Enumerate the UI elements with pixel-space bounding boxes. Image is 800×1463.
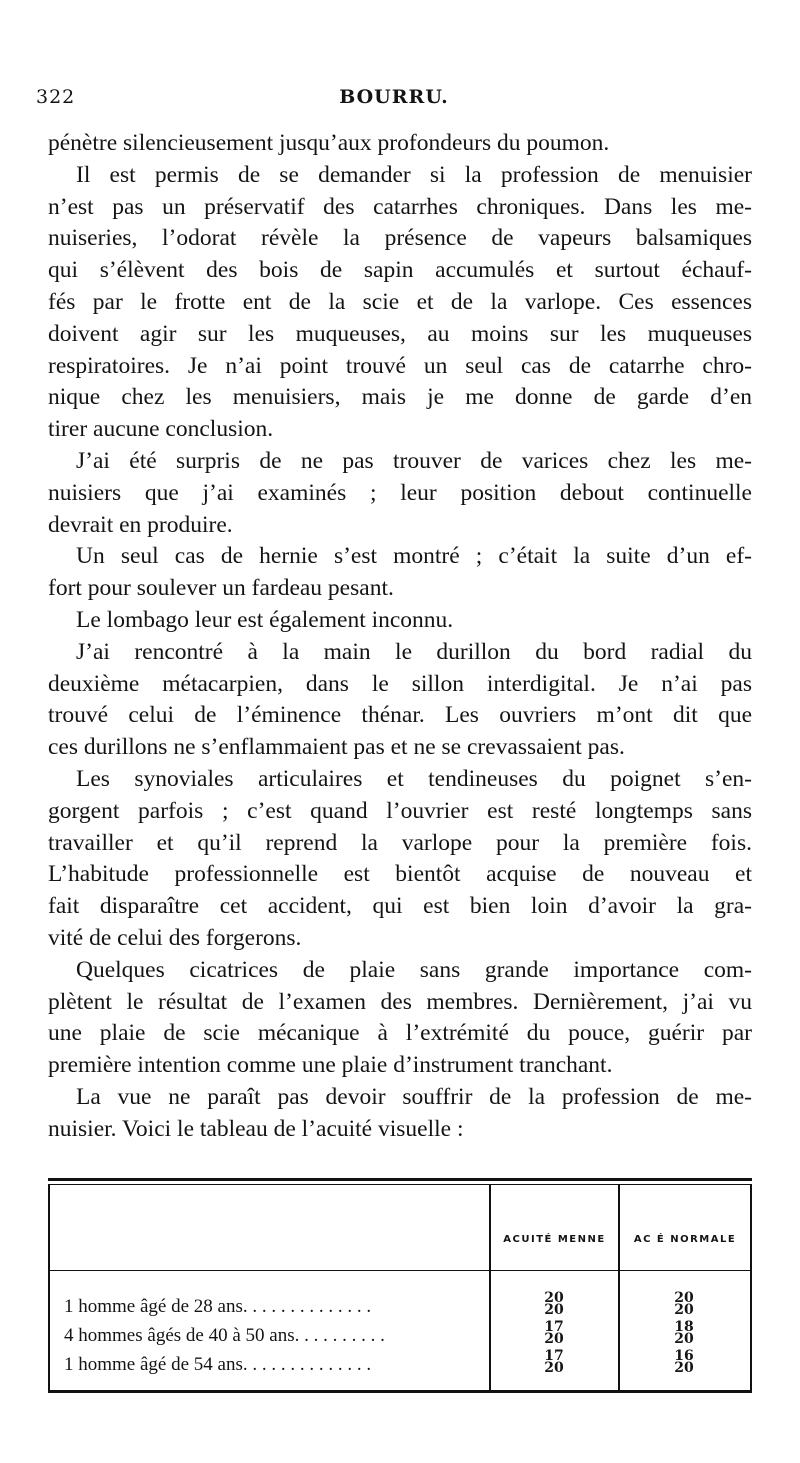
acuity-fraction [534,1292,574,1316]
column-header-normal: AC É NORMALE [633,1234,737,1245]
text-line: Le lombago leur est également inconnu. [76,606,454,633]
text-line: qui s’élèvent des bois de sapin accumulés et surtout échauf- [48,257,752,284]
table-top-rule [48,1178,752,1181]
paragraph [48,605,752,637]
acuity-fraction [664,1350,704,1374]
text-line: trouvé celui de l’éminence thénar. Les ouvriers m’ont dit que [48,702,752,729]
paragraph [48,955,752,1082]
text-line: pénètre silencieusement jusqu’aux profondeurs du poumon. [48,130,610,156]
acuity-fraction [664,1321,704,1345]
text-line: fés par le frotte ent de la scie et de la varlope. Ces essences [48,288,752,315]
text-line: gorgent parfois ; c’est quand l’ouvrier est resté longtemps sans [48,797,752,824]
text-line: Les synoviales articulaires et tendineuses du poignet s’en- [76,765,752,792]
text-line: respiratoires. Je n’ai point trouvé un seul cas de catarrhe chro- [48,352,752,379]
running-header [36,86,752,116]
acuity-fraction [534,1321,574,1345]
paragraph [48,128,752,160]
table-bottom-rule [48,1390,752,1393]
table-row-label: 4 hommes âgés de 40 à 50 ans. . . . . . . . . . [64,1325,385,1346]
paragraph [48,446,752,541]
text-line: nuiseries, l’odorat révèle la présence de vapeurs balsamiques [48,225,752,252]
text-line: Quelques cicatrices de plaie sans grande importance com- [76,956,752,983]
acuity-fraction [534,1350,574,1374]
acuity-fraction [664,1292,704,1316]
text-line: nuisier. Voici le tableau de l’acuité visuelle : [48,1115,464,1142]
text-line: deuxième métacarpien, dans le sillon interdigital. Je n’ai pas [48,670,752,697]
paragraph [48,764,752,955]
fraction-numerator: 20 [544,1290,564,1306]
fraction-denominator: 20 [544,1360,564,1376]
text-line: L’habitude professionnelle est bientôt acquise de nouveau et [48,861,752,888]
table-row-label: 1 homme âgé de 28 ans. . . . . . . . . . . . . . [64,1296,372,1317]
text-line: nique chez les menuisiers, mais je me donne de garde d’en [48,384,752,411]
text-line: n’est pas un préservatif des catarrhes chroniques. Dans les me- [48,193,752,220]
text-line: première intention comme une plaie d’instrument tranchant. [48,1052,613,1079]
table-right-border [750,1184,752,1390]
visual-acuity-table [48,1178,752,1394]
fraction-denominator: 20 [674,1302,694,1318]
fraction-numerator: 20 [674,1290,694,1306]
text-line: travailler et qu’il reprend la varlope pour la première fois. [48,829,752,856]
fraction-denominator: 20 [544,1302,564,1318]
text-line: Un seul cas de hernie s’est montré ; c’était la suite d’un ef- [76,543,752,570]
paragraph [48,1082,752,1146]
fraction-numerator: 17 [544,1348,564,1364]
paragraph [48,541,752,605]
fraction-numerator: 18 [674,1319,694,1335]
fraction-denominator: 20 [674,1360,694,1376]
text-line: plètent le résultat de l’examen des membres. Dernièrement, j’ai vu [48,988,752,1015]
text-line: fait disparaître cet accident, qui est bien loin d’avoir la gra- [48,893,752,920]
fraction-numerator: 17 [544,1319,564,1335]
text-line: devrait en produire. [48,511,233,538]
text-line: vité de celui des forgerons. [48,924,302,951]
text-line: doivent agir sur les muqueuses, au moins sur les muqueuses [48,320,752,347]
fraction-denominator: 20 [674,1331,694,1347]
table-row-label: 1 homme âgé de 54 ans. . . . . . . . . . . . . . [64,1354,372,1375]
paragraph [48,160,752,446]
fraction-numerator: 16 [674,1348,694,1364]
text-line: nuisiers que j’ai examinés ; leur position debout continuelle [48,479,752,506]
table-left-border [48,1184,50,1390]
text-line: tirer aucune conclusion. [48,416,274,443]
fraction-denominator: 20 [544,1331,564,1347]
running-title: BOURRU. [339,86,449,108]
column-header-acuity: ACUITÉ MENNE [503,1234,606,1245]
text-line: une plaie de scie mécanique à l’extrémité du pouce, guérir par [48,1020,752,1047]
text-line: J’ai été surpris de ne pas trouver de varices chez les me- [76,447,752,474]
table-column-divider [618,1184,620,1390]
text-line: La vue ne paraît pas devoir souffrir de la profession de me- [76,1083,752,1110]
text-line: ces durillons ne s’enflammaient pas et ne se crevassaient pas. [48,734,625,761]
text-line: fort pour soulever un fardeau pesant. [48,575,394,602]
text-line: J’ai rencontré à la main le durillon du bord radial du [76,638,752,665]
table-header-rule [48,1270,752,1271]
page-number: 322 [36,86,76,108]
text-line: Il est permis de se demander si la profession de menuisier [76,161,752,188]
body-text [48,128,752,1146]
paragraph [48,637,752,764]
table-top-rule-thin [48,1184,752,1185]
